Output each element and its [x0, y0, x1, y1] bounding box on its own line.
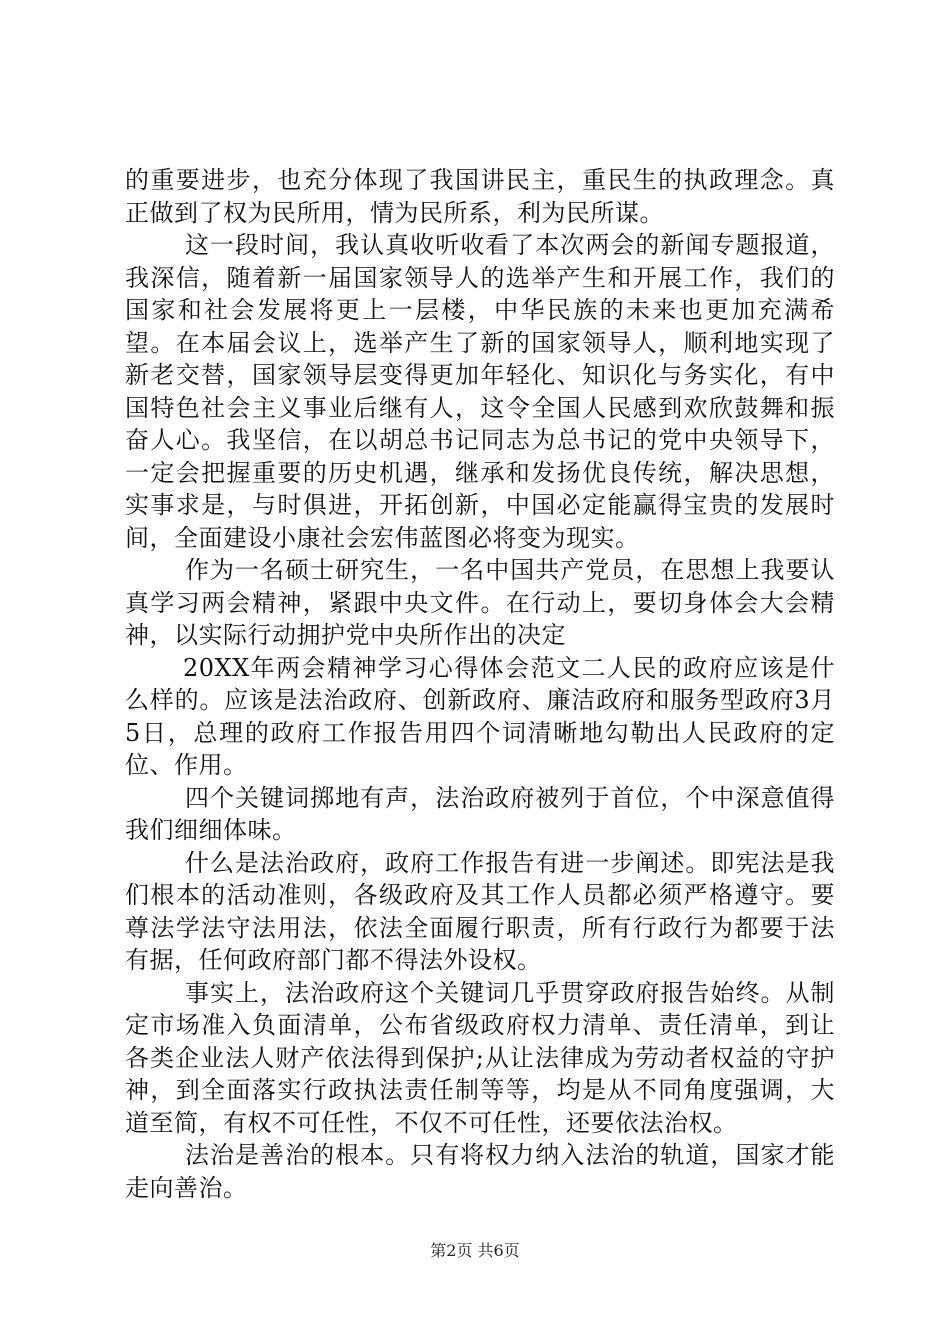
paragraph-in-fact: 事实上，法治政府这个关键词几乎贯穿政府报告始终。从制定市场准入负面清单，公布省级政府权力清单、责任清单，到让各类企业法人财产依法得到保护;从让法律成为劳动者权益的守护神，到全面落实行政执法责任制等等，均是从不同角度强调，大道至简，有权不可任性，不仅不可任性，还要依法治权。 — [125, 978, 835, 1137]
paragraph-sample-essay-two: 20XX年两会精神学习心得体会范文二人民的政府应该是什么样的。应该是法治政府、创新政府、廉洁政府和服务型政府3月5日，总理的政府工作报告用四个词清晰地勾勒出人民政府的定位、作用。 — [125, 653, 835, 779]
document-body — [125, 164, 835, 1204]
paragraph-continuation: 的重要进步，也充分体现了我国讲民主，重民生的执政理念。真正做到了权为民所用，情为民所系，利为民所谋。 — [125, 166, 835, 227]
paragraph-four-keywords: 四个关键词掷地有声，法治政府被列于首位，个中深意值得我们细细体味。 — [125, 783, 835, 844]
paragraph-graduate-student: 作为一名硕士研究生，一名中国共产党员，在思想上我要认真学习两会精神，紧跟中央文件。在行动上，要切身体会大会精神，以实际行动拥护党中央所作出的决定 — [125, 556, 835, 649]
paragraph-what-is-rule-of-law: 什么是法治政府，政府工作报告有进一步阐述。即宪法是我们根本的活动准则，各级政府及其工作人员都必须严格遵守。要尊法学法守法用法，依法全面履行职责，所有行政行为都要于法有据，任何政府部门都不得法外设权。 — [125, 848, 835, 974]
page-number-footer: 第2页 共6页 — [430, 1241, 520, 1260]
paragraph-two-sessions-news: 这一段时间，我认真收听收看了本次两会的新闻专题报道，我深信，随着新一届国家领导人的选举产生和开展工作，我们的国家和社会发展将更上一层楼，中华民族的未来也更加充满希望。在本届会议上，选举产生了新的国家领导人，顺利地实现了新老交替，国家领导层变得更加年轻化、知识化与务实化，有中国特色社会主义事业后继有人，这令全国人民感到欢欣鼓舞和振奋人心。我坚信，在以胡总书记同志为总书记的党中央领导下，一定会把握重要的历史机遇，继承和发扬优良传统，解决思想，实事求是，与时俱进，开拓创新，中国必定能赢得宝贵的发展时间，全面建设小康社会宏伟蓝图必将变为现实。 — [125, 231, 835, 552]
paragraph-good-governance: 法治是善治的根本。只有将权力纳入法治的轨道，国家才能走向善治。 — [125, 1141, 835, 1202]
